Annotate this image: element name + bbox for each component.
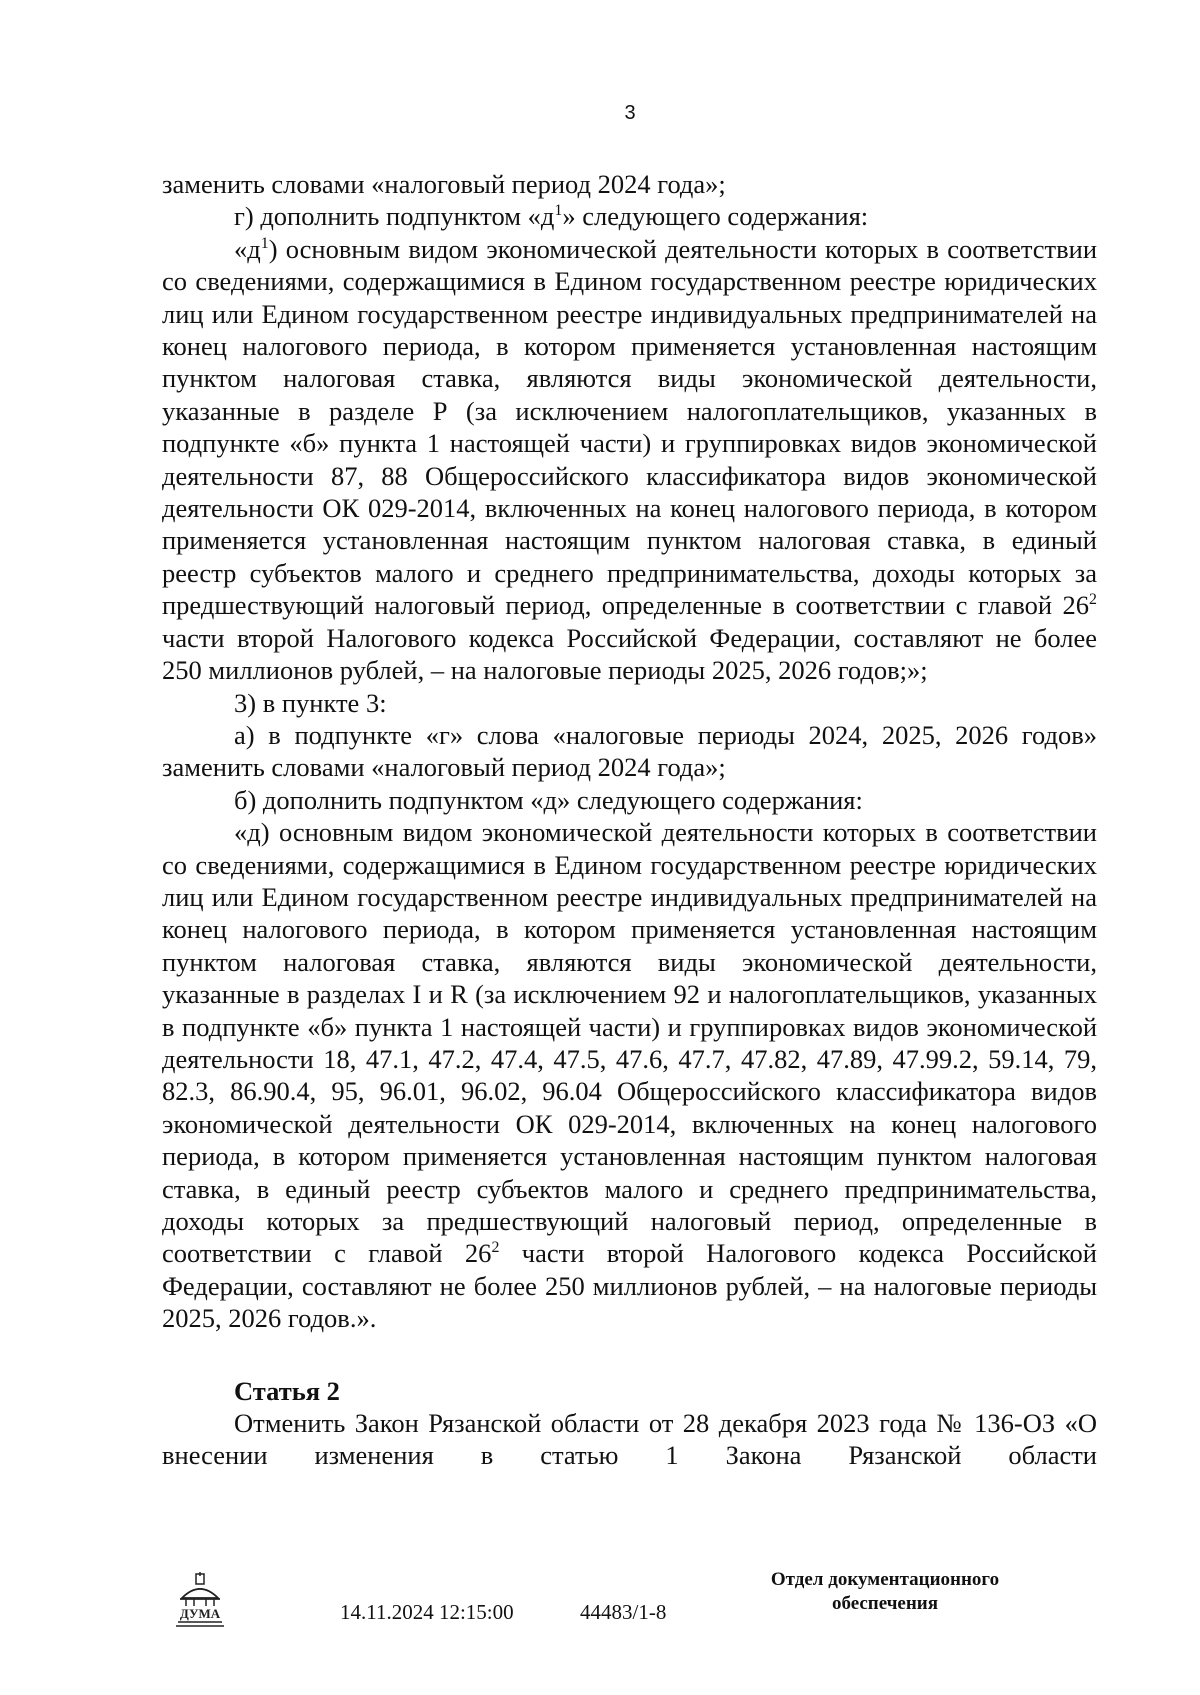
article-heading: Статья 2	[234, 1375, 340, 1406]
paragraph-text: » следующего содержания:	[562, 201, 869, 232]
department-line: обеспечения	[831, 1593, 939, 1614]
paragraph	[162, 784, 1097, 816]
paragraph	[162, 719, 1097, 784]
duma-logo-icon	[172, 1572, 228, 1628]
paragraph-text: б) дополнить подпунктом «д» следующего содержания:	[234, 784, 863, 815]
superscript: 1	[260, 234, 269, 252]
paragraph	[162, 168, 1097, 200]
paragraph	[162, 816, 1097, 1335]
paragraph	[162, 687, 1097, 719]
superscript: 2	[1089, 591, 1097, 609]
page-number: 3	[624, 102, 636, 124]
superscript: 1	[554, 202, 563, 220]
footer-datetime: 14.11.2024 12:15:00	[340, 1600, 514, 1624]
paragraph-text: 3) в пункте 3:	[234, 687, 387, 718]
footer-department	[740, 1568, 1030, 1616]
paragraph-text: г) дополнить подпунктом «д	[234, 201, 555, 232]
logo-text: ДУМА	[179, 1606, 221, 1621]
document-body	[162, 168, 1097, 1472]
paragraph	[162, 1407, 1097, 1472]
paragraph-text: «д) основным видом экономической деятельности которых в соответствии со сведениями, содержащимися в Едином государственном реестре юридических лиц или Едином государственном реестре индивидуальных предпринимателей на конец налогового периода, в котором применяется установленная настоящим пунктом налоговая ставка, являются виды экономической деятельности, указанные в разделах I и R (за исключением 92 и налогоплательщиков, указанных в подпункте «б» пункта 1 настоящей части) и группировках видов экономической деятельности 18, 47.1, 47.2, 47.4, 47.5, 47.6, 47.7, 47.82, 47.89, 47.99.2, 59.14, 79, 82.3, 86.90.4, 95, 96.01, 96.02, 96.04 Общероссийского классификатора видов экономической деятельности ОК 029-2014, включенных на конец налогового периода, в котором применяется установленная настоящим пунктом налоговая ставка, в единый реестр субъектов малого и среднего предпринимательства, доходы которых за предшествующий налоговый период, определенные в соответствии с главой 26	[162, 817, 1097, 1269]
paragraph-text: Отменить Закон Рязанской области от 28 декабря 2023 года № 136-ОЗ «О внесении изменения в статью 1 Закона Рязанской области	[162, 1408, 1097, 1471]
paragraph-text: а) в подпункте «г» слова «налоговые периоды 2024, 2025, 2026 годов» заменить словами «налоговый период 2024 года»;	[162, 719, 1097, 783]
paragraph-text: части второй Налогового кодекса Российской Федерации, составляют не более 250 миллионов рублей, – на налоговые периоды 2025, 2026 годов.».	[162, 1238, 1097, 1334]
paragraph-text: части второй Налогового кодекса Российской Федерации, составляют не более 250 миллионов рублей, – на налоговые периоды 2025, 2026 годов;»;	[162, 622, 1097, 686]
superscript: 2	[491, 1239, 500, 1257]
paragraph	[162, 233, 1097, 687]
footer-doc-id: 44483/1-8	[580, 1600, 667, 1624]
paragraph-text: заменить словами «налоговый период 2024 года»;	[162, 169, 726, 199]
department-line: Отдел документационного	[770, 1569, 1000, 1590]
paragraph-text: «д	[234, 233, 261, 264]
paragraph	[162, 200, 1097, 232]
paragraph-text: ) основным видом экономической деятельности которых в соответствии со сведениями, содержащимися в Едином государственном реестре юридических лиц или Едином государственном реестре индивидуальных предпринимателей на конец налогового периода, в котором применяется установленная настоящим пунктом налоговая ставка, являются виды экономической деятельности, указанные в разделе Р (за исключением налогоплательщиков, указанных в подпункте «б» пункта 1 настоящей части) и группировках видов экономической деятельности 87, 88 Общероссийского классификатора видов экономической деятельности ОК 029-2014, включенных на конец налогового периода, в котором применяется установленная настоящим пунктом налоговая ставка, в единый реестр субъектов малого и среднего предпринимательства, доходы которых за предшествующий налоговый период, определенные в соответствии с главой 26	[162, 233, 1097, 621]
